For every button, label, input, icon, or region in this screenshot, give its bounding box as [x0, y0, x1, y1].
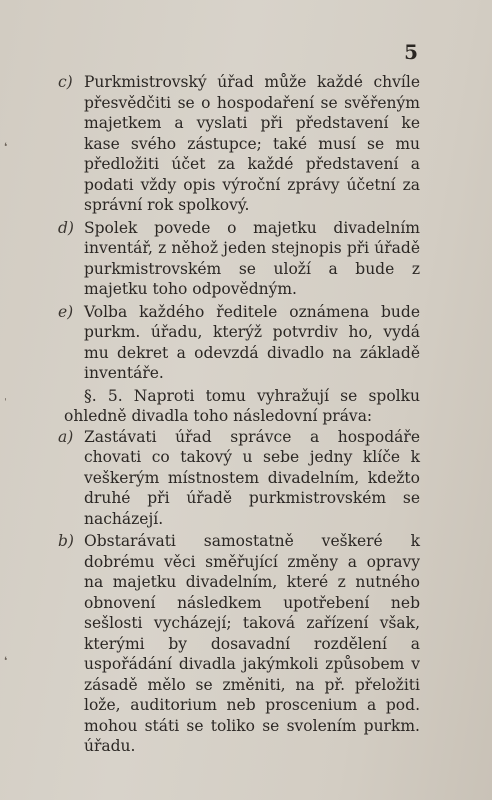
- item-text: Volba každého ředitele oznámena bude purkm. úřadu, kterýž potvrdiv ho, vydá mu dekret a odevzdá divadlo na základě inventáře.: [84, 302, 420, 382]
- list-item: [58, 302, 420, 384]
- item-text: Purkmistrovský úřad může každé chvíle přesvědčiti se o hospodaření se svěřeným majetkem a vyslati při představení ke kase svého zástupce; také musí se mu předložiti účet za každé představení a podati vždy opis výroční zprávy účetní za správní rok spolkový.: [84, 73, 420, 214]
- item-marker: b): [58, 532, 74, 550]
- margin-mark: ˈ: [4, 398, 7, 409]
- page-number: 5: [404, 40, 418, 64]
- section-paragraph: §. 5. Naproti tomu vyhražují se spolku ohledně divadla toho následovní práva:: [64, 386, 420, 425]
- item-text: Obstarávati samostatně veškeré k dobrému věci směřující změny a opravy na majetku divadelním, které z nutného obnovení následkem upotřebení neb sešlosti vycházejí; taková zařízení však, kterými by dosavadní rozdělení a uspořádání divadla jakýmkoli způsobem v zásadě mělo se změniti, na př. přeložiti lože, auditorium neb proscenium a pod. mohou státi se toliko se svolením purkm. úřadu.: [84, 532, 420, 755]
- item-marker: c): [58, 73, 73, 91]
- margin-mark: ❛: [4, 142, 8, 153]
- item-marker: e): [58, 302, 74, 321]
- list-item: [58, 218, 420, 300]
- item-marker: a): [58, 427, 74, 446]
- list-item: [58, 72, 420, 216]
- item-text: Spolek povede o majetku divadelním inventář, z něhož jeden stejnopis při úřadě purkmistrovském se uloží a bude z majetku toho odpovědným.: [84, 218, 420, 298]
- list-item: [58, 531, 420, 757]
- item-text: Zastávati úřad správce a hospodáře chovati co takový u sebe jedny klíče k veškerým místnostem divadelním, kdežto druhé při úřadě purkmistrovském se nacházejí.: [84, 427, 420, 528]
- body-text: [58, 72, 420, 759]
- margin-mark: ❛: [4, 656, 8, 667]
- item-marker: d): [58, 218, 74, 237]
- list-item: [58, 427, 420, 530]
